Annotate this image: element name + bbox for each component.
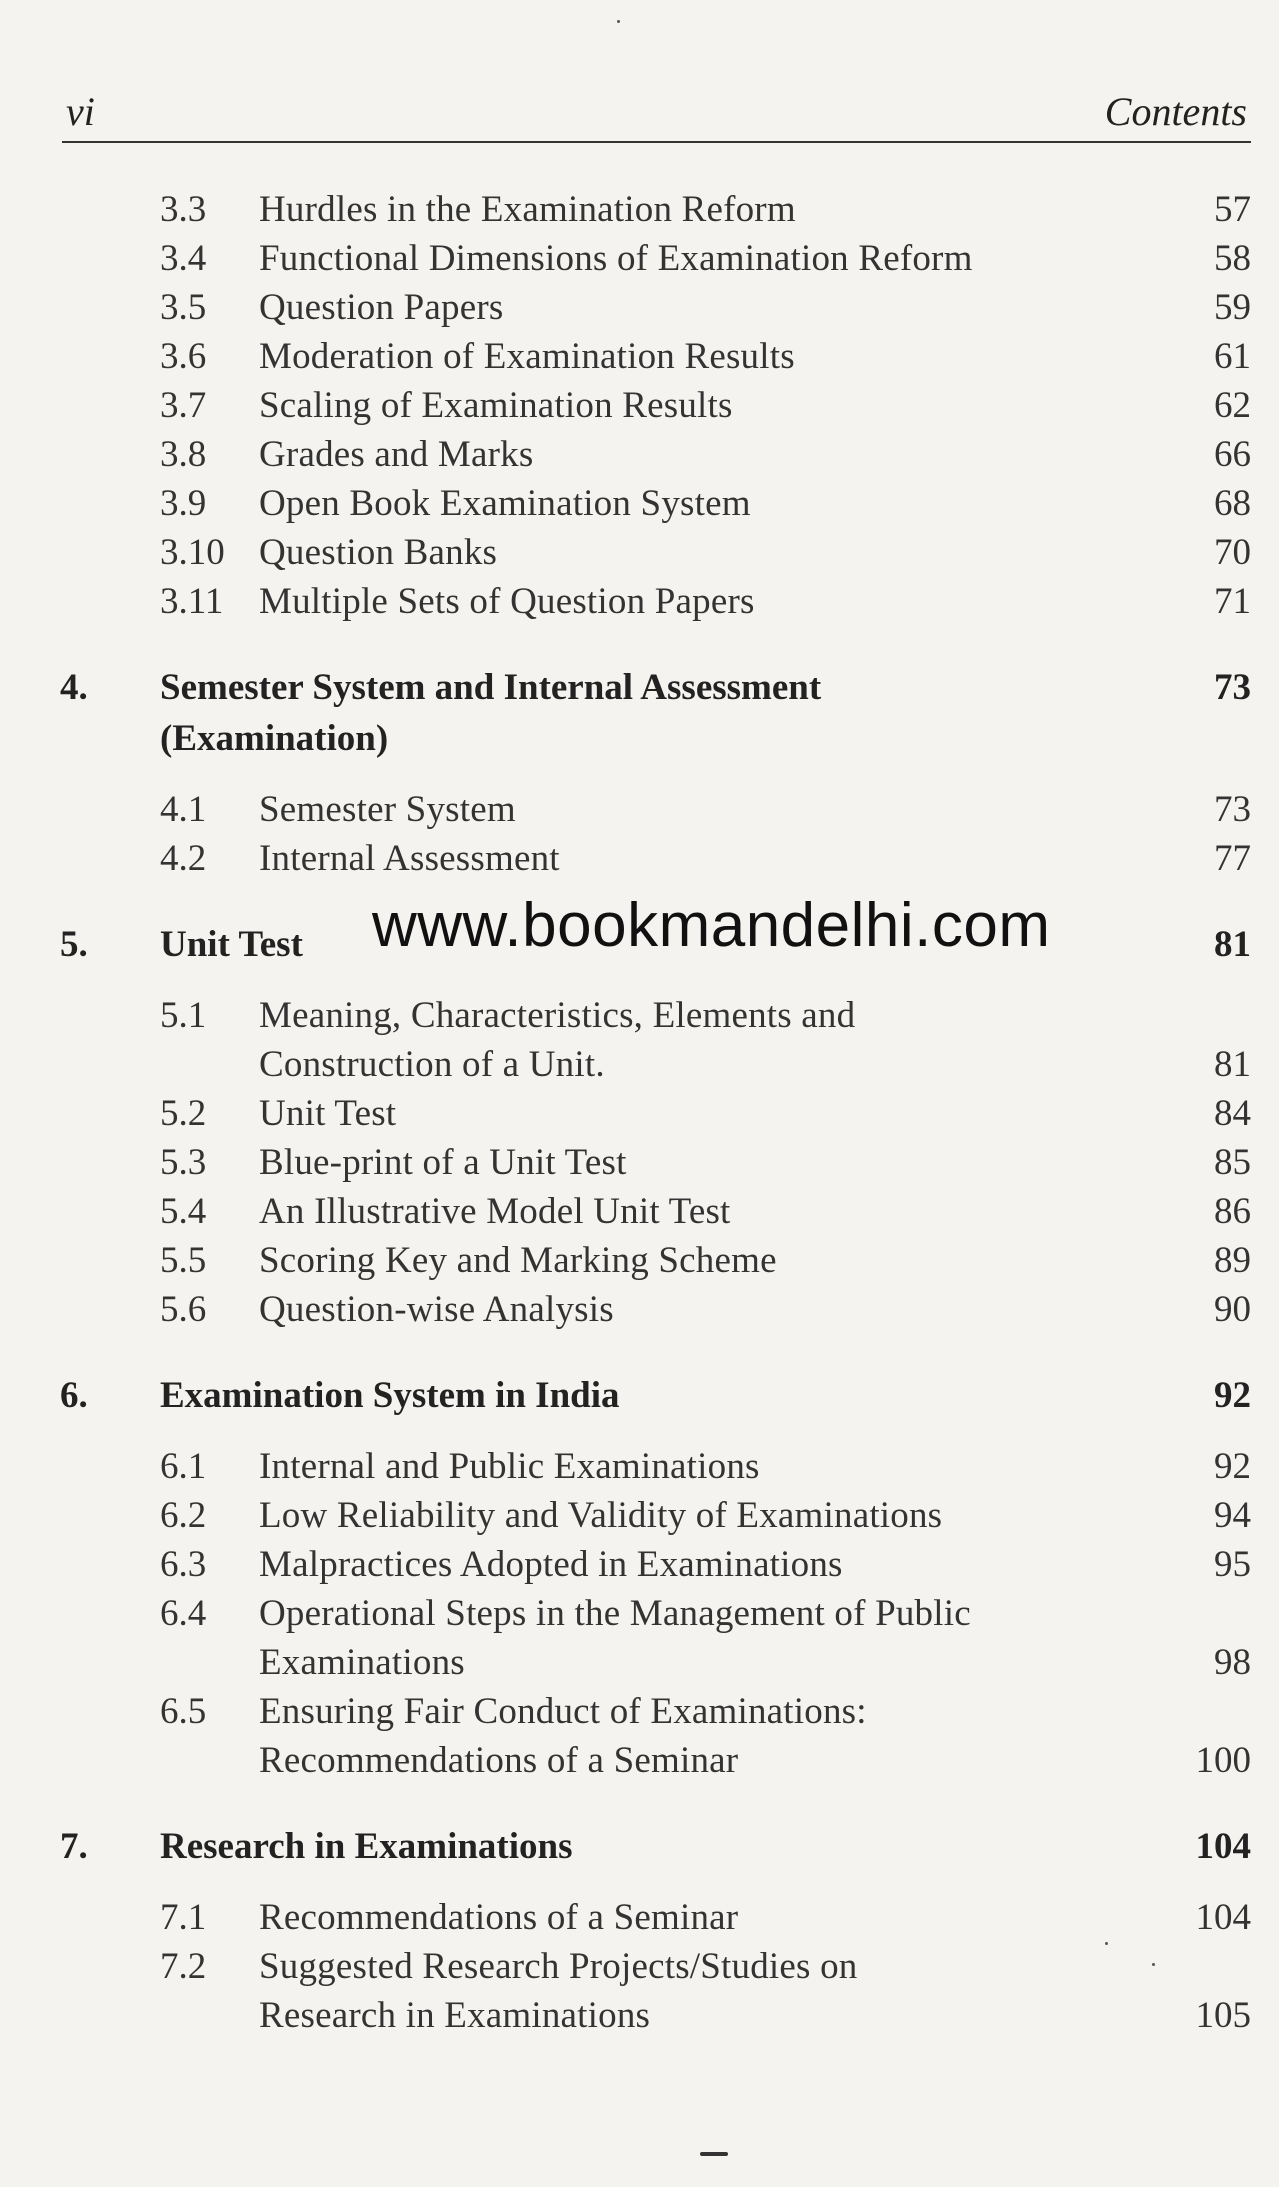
entry-number: 3.5 bbox=[160, 287, 207, 328]
toc-entry-3-9 bbox=[0, 479, 1279, 528]
toc-entry-5-1 bbox=[0, 991, 1279, 1089]
toc-entry-7-2 bbox=[0, 1942, 1279, 2040]
entry-title: Semester System bbox=[259, 789, 516, 830]
entry-title: Moderation of Examination Results bbox=[259, 336, 795, 377]
entry-number: 7.1 bbox=[160, 1897, 207, 1938]
entry-page: 59 bbox=[1214, 287, 1251, 328]
entry-number: 3.9 bbox=[160, 483, 207, 524]
chapter-title: Semester System and Internal Assessment (Examination) bbox=[160, 667, 822, 759]
toc-chapter-6 bbox=[0, 1370, 1279, 1421]
entry-page: 57 bbox=[1214, 189, 1251, 230]
footer-mark bbox=[700, 2152, 728, 2156]
toc-entry-3-7 bbox=[0, 381, 1279, 430]
entry-page: 68 bbox=[1214, 483, 1251, 524]
entry-number: 5.3 bbox=[160, 1142, 207, 1183]
chapter-page: 92 bbox=[1214, 1375, 1251, 1416]
entry-page: 73 bbox=[1214, 789, 1251, 830]
toc-entry-4-2 bbox=[0, 834, 1279, 883]
entry-title: Hurdles in the Examination Reform bbox=[259, 189, 796, 230]
chapter-title: Examination System in India bbox=[160, 1375, 620, 1416]
print-speck bbox=[1105, 1942, 1108, 1945]
toc-entry-3-10 bbox=[0, 528, 1279, 577]
entry-title: Internal Assessment bbox=[259, 838, 560, 879]
toc-entry-5-6 bbox=[0, 1285, 1279, 1334]
entry-page: 70 bbox=[1214, 532, 1251, 573]
entry-number: 4.2 bbox=[160, 838, 207, 879]
entry-title: Functional Dimensions of Examination Reform bbox=[259, 238, 973, 279]
entry-page: 77 bbox=[1214, 838, 1251, 879]
toc-entry-3-3 bbox=[0, 185, 1279, 234]
running-header bbox=[62, 88, 1251, 138]
chapter-title: Unit Test bbox=[160, 924, 303, 965]
entry-page: 84 bbox=[1214, 1093, 1251, 1134]
entry-number: 3.3 bbox=[160, 189, 207, 230]
toc-entry-6-5 bbox=[0, 1687, 1279, 1785]
toc-entry-3-11 bbox=[0, 577, 1279, 626]
entry-number: 3.8 bbox=[160, 434, 207, 475]
website-watermark: www.bookmandelhi.com bbox=[372, 891, 1051, 960]
toc-entry-6-4 bbox=[0, 1589, 1279, 1687]
entry-page: 71 bbox=[1214, 581, 1251, 622]
chapter-page: 81 bbox=[1214, 924, 1251, 965]
entry-number: 3.7 bbox=[160, 385, 207, 426]
entry-page: 104 bbox=[1195, 1897, 1251, 1938]
toc-entry-5-5 bbox=[0, 1236, 1279, 1285]
toc-entry-3-4 bbox=[0, 234, 1279, 283]
entry-page: 90 bbox=[1214, 1289, 1251, 1330]
toc-entry-6-1 bbox=[0, 1442, 1279, 1491]
entry-page: 92 bbox=[1214, 1446, 1251, 1487]
entry-title: Scoring Key and Marking Scheme bbox=[259, 1240, 777, 1281]
chapter-title: Research in Examinations bbox=[160, 1826, 573, 1867]
entry-title: Ensuring Fair Conduct of Examinations: Recommendations of a Seminar bbox=[259, 1691, 867, 1781]
entry-title: Open Book Examination System bbox=[259, 483, 751, 524]
toc-entry-6-2 bbox=[0, 1491, 1279, 1540]
toc-entry-5-2 bbox=[0, 1089, 1279, 1138]
entry-title: Suggested Research Projects/Studies on Research in Examinations bbox=[259, 1946, 858, 2036]
entry-page: 86 bbox=[1214, 1191, 1251, 1232]
entry-page: 89 bbox=[1214, 1240, 1251, 1281]
page-number: vi bbox=[66, 89, 95, 134]
toc-chapter-4 bbox=[0, 662, 1279, 764]
entry-page: 100 bbox=[1195, 1740, 1251, 1781]
entry-number: 5.4 bbox=[160, 1191, 207, 1232]
entry-title: Grades and Marks bbox=[259, 434, 534, 475]
toc-entry-5-3 bbox=[0, 1138, 1279, 1187]
entry-number: 5.6 bbox=[160, 1289, 207, 1330]
entry-number: 7.2 bbox=[160, 1946, 207, 1987]
entry-title: Scaling of Examination Results bbox=[259, 385, 733, 426]
toc-entry-3-5 bbox=[0, 283, 1279, 332]
entry-number: 6.1 bbox=[160, 1446, 207, 1487]
entry-title: Blue-print of a Unit Test bbox=[259, 1142, 627, 1183]
toc-entry-4-1 bbox=[0, 785, 1279, 834]
toc-entry-6-3 bbox=[0, 1540, 1279, 1589]
entry-title: Meaning, Characteristics, Elements and Construction of a Unit. bbox=[259, 995, 856, 1085]
entry-page: 58 bbox=[1214, 238, 1251, 279]
header-rule bbox=[62, 141, 1251, 143]
chapter-number: 7. bbox=[60, 1826, 88, 1867]
entry-number: 4.1 bbox=[160, 789, 207, 830]
chapter-number: 4. bbox=[60, 667, 88, 708]
entry-page: 85 bbox=[1214, 1142, 1251, 1183]
entry-number: 6.2 bbox=[160, 1495, 207, 1536]
print-speck bbox=[1152, 1963, 1155, 1966]
entry-title: An Illustrative Model Unit Test bbox=[259, 1191, 731, 1232]
entry-page: 94 bbox=[1214, 1495, 1251, 1536]
toc-chapter-5 bbox=[0, 919, 1279, 970]
entry-number: 3.6 bbox=[160, 336, 207, 377]
entry-title: Low Reliability and Validity of Examinations bbox=[259, 1495, 943, 1536]
table-of-contents bbox=[0, 185, 1279, 2040]
entry-number: 5.2 bbox=[160, 1093, 207, 1134]
entry-title: Operational Steps in the Management of Public Examinations bbox=[259, 1593, 971, 1683]
chapter-page: 104 bbox=[1195, 1826, 1251, 1867]
entry-title: Question Banks bbox=[259, 532, 498, 573]
chapter-page: 73 bbox=[1214, 667, 1251, 708]
entry-page: 81 bbox=[1214, 1044, 1251, 1085]
entry-number: 5.1 bbox=[160, 995, 207, 1036]
entry-number: 3.11 bbox=[160, 581, 224, 622]
entry-title: Question-wise Analysis bbox=[259, 1289, 614, 1330]
entry-title: Question Papers bbox=[259, 287, 504, 328]
toc-chapter-7 bbox=[0, 1821, 1279, 1872]
entry-number: 5.5 bbox=[160, 1240, 207, 1281]
toc-entry-7-1 bbox=[0, 1893, 1279, 1942]
entry-page: 105 bbox=[1195, 1995, 1251, 2036]
toc-entry-3-6 bbox=[0, 332, 1279, 381]
entry-page: 62 bbox=[1214, 385, 1251, 426]
entry-number: 3.10 bbox=[160, 532, 225, 573]
entry-title: Unit Test bbox=[259, 1093, 397, 1134]
entry-page: 61 bbox=[1214, 336, 1251, 377]
chapter-number: 6. bbox=[60, 1375, 88, 1416]
entry-page: 95 bbox=[1214, 1544, 1251, 1585]
entry-number: 3.4 bbox=[160, 238, 207, 279]
running-title: Contents bbox=[1104, 89, 1247, 134]
entry-title: Multiple Sets of Question Papers bbox=[259, 581, 755, 622]
entry-title: Internal and Public Examinations bbox=[259, 1446, 760, 1487]
entry-page: 98 bbox=[1214, 1642, 1251, 1683]
entry-number: 6.4 bbox=[160, 1593, 207, 1634]
toc-entry-3-8 bbox=[0, 430, 1279, 479]
entry-number: 6.3 bbox=[160, 1544, 207, 1585]
entry-title: Malpractices Adopted in Examinations bbox=[259, 1544, 843, 1585]
chapter-number: 5. bbox=[60, 924, 88, 965]
entry-number: 6.5 bbox=[160, 1691, 207, 1732]
entry-title: Recommendations of a Seminar bbox=[259, 1897, 739, 1938]
toc-entry-5-4 bbox=[0, 1187, 1279, 1236]
entry-page: 66 bbox=[1214, 434, 1251, 475]
print-speck bbox=[617, 20, 620, 23]
